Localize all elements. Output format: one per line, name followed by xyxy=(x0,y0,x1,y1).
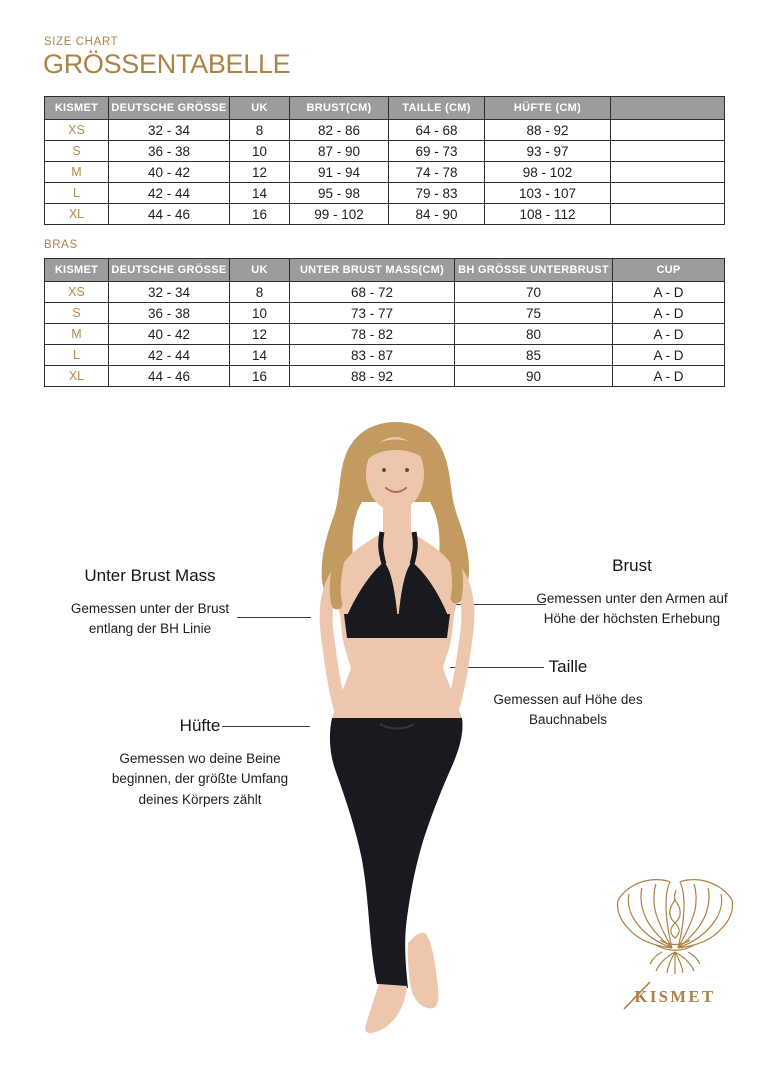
table-row xyxy=(45,366,725,387)
annotation-title: Hüfte xyxy=(179,716,221,735)
table-row xyxy=(45,345,725,366)
value-cell: A - D xyxy=(613,303,725,324)
value-cell: 16 xyxy=(230,204,290,225)
back-foot xyxy=(408,932,439,1008)
column-header: KISMET xyxy=(45,259,109,282)
value-cell: 32 - 34 xyxy=(109,282,230,303)
value-cell: 44 - 46 xyxy=(109,366,230,387)
table-row xyxy=(45,303,725,324)
annotation-title: Unter Brust Mass xyxy=(84,566,216,585)
value-cell: 93 - 97 xyxy=(485,141,611,162)
value-cell: A - D xyxy=(613,324,725,345)
value-cell: 44 - 46 xyxy=(109,204,230,225)
size-table-header-row xyxy=(45,97,725,120)
value-cell: 12 xyxy=(230,324,290,345)
value-cell: 36 - 38 xyxy=(109,303,230,324)
value-cell: 70 xyxy=(455,282,613,303)
bra-band xyxy=(344,614,450,638)
size-label-cell: XS xyxy=(45,120,109,141)
table-row xyxy=(45,183,725,204)
front-foot xyxy=(365,984,407,1033)
value-cell: 91 - 94 xyxy=(290,162,389,183)
bra-strap xyxy=(412,532,415,564)
eyebrow-label: SIZE CHART xyxy=(44,36,119,48)
size-label-cell: L xyxy=(45,183,109,204)
value-cell: 36 - 38 xyxy=(109,141,230,162)
value-cell: 103 - 107 xyxy=(485,183,611,204)
value-cell: A - D xyxy=(613,366,725,387)
value-cell: A - D xyxy=(613,282,725,303)
bras-section-label: BRAS xyxy=(44,239,78,251)
bras-table-header-row xyxy=(45,259,725,282)
size-label-cell: XS xyxy=(45,282,109,303)
value-cell: 85 xyxy=(455,345,613,366)
value-cell: 79 - 83 xyxy=(389,183,485,204)
value-cell: 80 xyxy=(455,324,613,345)
column-header: UK xyxy=(230,259,290,282)
value-cell: 74 - 78 xyxy=(389,162,485,183)
value-cell xyxy=(611,204,725,225)
annotation-description: Gemessen unter den Armen auf Höhe der höchsten Erhebung xyxy=(536,591,728,627)
column-header: BRUST(CM) xyxy=(290,97,389,120)
bras-table xyxy=(44,258,725,387)
value-cell: 40 - 42 xyxy=(109,324,230,345)
value-cell: 82 - 86 xyxy=(290,120,389,141)
annotation-brust xyxy=(532,556,732,630)
eye xyxy=(405,468,409,472)
value-cell: 10 xyxy=(230,141,290,162)
size-label-cell: S xyxy=(45,141,109,162)
kismet-logo xyxy=(598,878,752,1018)
value-cell: 90 xyxy=(455,366,613,387)
value-cell: 73 - 77 xyxy=(290,303,455,324)
value-cell: 8 xyxy=(230,282,290,303)
size-label-cell: XL xyxy=(45,204,109,225)
value-cell: 64 - 68 xyxy=(389,120,485,141)
size-label-cell: M xyxy=(45,324,109,345)
phoenix-icon xyxy=(617,880,732,974)
value-cell: 87 - 90 xyxy=(290,141,389,162)
column-header: UK xyxy=(230,97,290,120)
annotation-title: Taille xyxy=(548,657,588,676)
bra-strap xyxy=(381,532,384,564)
value-cell xyxy=(611,120,725,141)
column-header-empty xyxy=(611,97,725,120)
column-header: CUP xyxy=(613,259,725,282)
value-cell: 10 xyxy=(230,303,290,324)
annotation-description: Gemessen auf Höhe des Bauchnabels xyxy=(493,692,643,728)
column-header: BH GRÖSSE UNTERBRUST xyxy=(455,259,613,282)
pants xyxy=(330,718,463,988)
value-cell: 88 - 92 xyxy=(485,120,611,141)
table-row xyxy=(45,162,725,183)
column-header: UNTER BRUST MASS(CM) xyxy=(290,259,455,282)
value-cell: 84 - 90 xyxy=(389,204,485,225)
value-cell: 42 - 44 xyxy=(109,345,230,366)
size-table xyxy=(44,96,725,225)
annotation-description: Gemessen unter der Brust entlang der BH Linie xyxy=(70,601,230,637)
value-cell: 75 xyxy=(455,303,613,324)
value-cell: 32 - 34 xyxy=(109,120,230,141)
value-cell: 69 - 73 xyxy=(389,141,485,162)
value-cell: 78 - 82 xyxy=(290,324,455,345)
value-cell xyxy=(611,141,725,162)
value-cell: 99 - 102 xyxy=(290,204,389,225)
column-header: DEUTSCHE GRÖSSE xyxy=(109,97,230,120)
column-header: HÜFTE (CM) xyxy=(485,97,611,120)
table-row xyxy=(45,282,725,303)
table-row xyxy=(45,120,725,141)
value-cell: 16 xyxy=(230,366,290,387)
value-cell: 14 xyxy=(230,345,290,366)
value-cell: 12 xyxy=(230,162,290,183)
value-cell: 83 - 87 xyxy=(290,345,455,366)
eye xyxy=(382,468,386,472)
value-cell: 8 xyxy=(230,120,290,141)
value-cell: 42 - 44 xyxy=(109,183,230,204)
size-label-cell: M xyxy=(45,162,109,183)
column-header: KISMET xyxy=(45,97,109,120)
value-cell xyxy=(611,162,725,183)
value-cell: 40 - 42 xyxy=(109,162,230,183)
model-photo xyxy=(280,418,500,1040)
page-title: GRÖSSENTABELLE xyxy=(43,49,291,79)
annotation-huefte xyxy=(100,716,300,810)
value-cell: 98 - 102 xyxy=(485,162,611,183)
annotation-title: Brust xyxy=(612,556,652,575)
size-label-cell: S xyxy=(45,303,109,324)
value-cell xyxy=(611,183,725,204)
size-label-cell: L xyxy=(45,345,109,366)
annotation-description: Gemessen wo deine Beine beginnen, der größte Umfang deines Körpers zählt xyxy=(111,751,289,807)
annotation-unter-brust-mass xyxy=(55,566,245,640)
table-row xyxy=(45,141,725,162)
logo-wordmark: KISMET xyxy=(634,987,716,1006)
value-cell: 68 - 72 xyxy=(290,282,455,303)
value-cell: 14 xyxy=(230,183,290,204)
value-cell: 88 - 92 xyxy=(290,366,455,387)
value-cell: 95 - 98 xyxy=(290,183,389,204)
table-row xyxy=(45,324,725,345)
value-cell: 108 - 112 xyxy=(485,204,611,225)
value-cell: A - D xyxy=(613,345,725,366)
column-header: TAILLE (CM) xyxy=(389,97,485,120)
size-label-cell: XL xyxy=(45,366,109,387)
table-row xyxy=(45,204,725,225)
column-header: DEUTSCHE GRÖSSE xyxy=(109,259,230,282)
